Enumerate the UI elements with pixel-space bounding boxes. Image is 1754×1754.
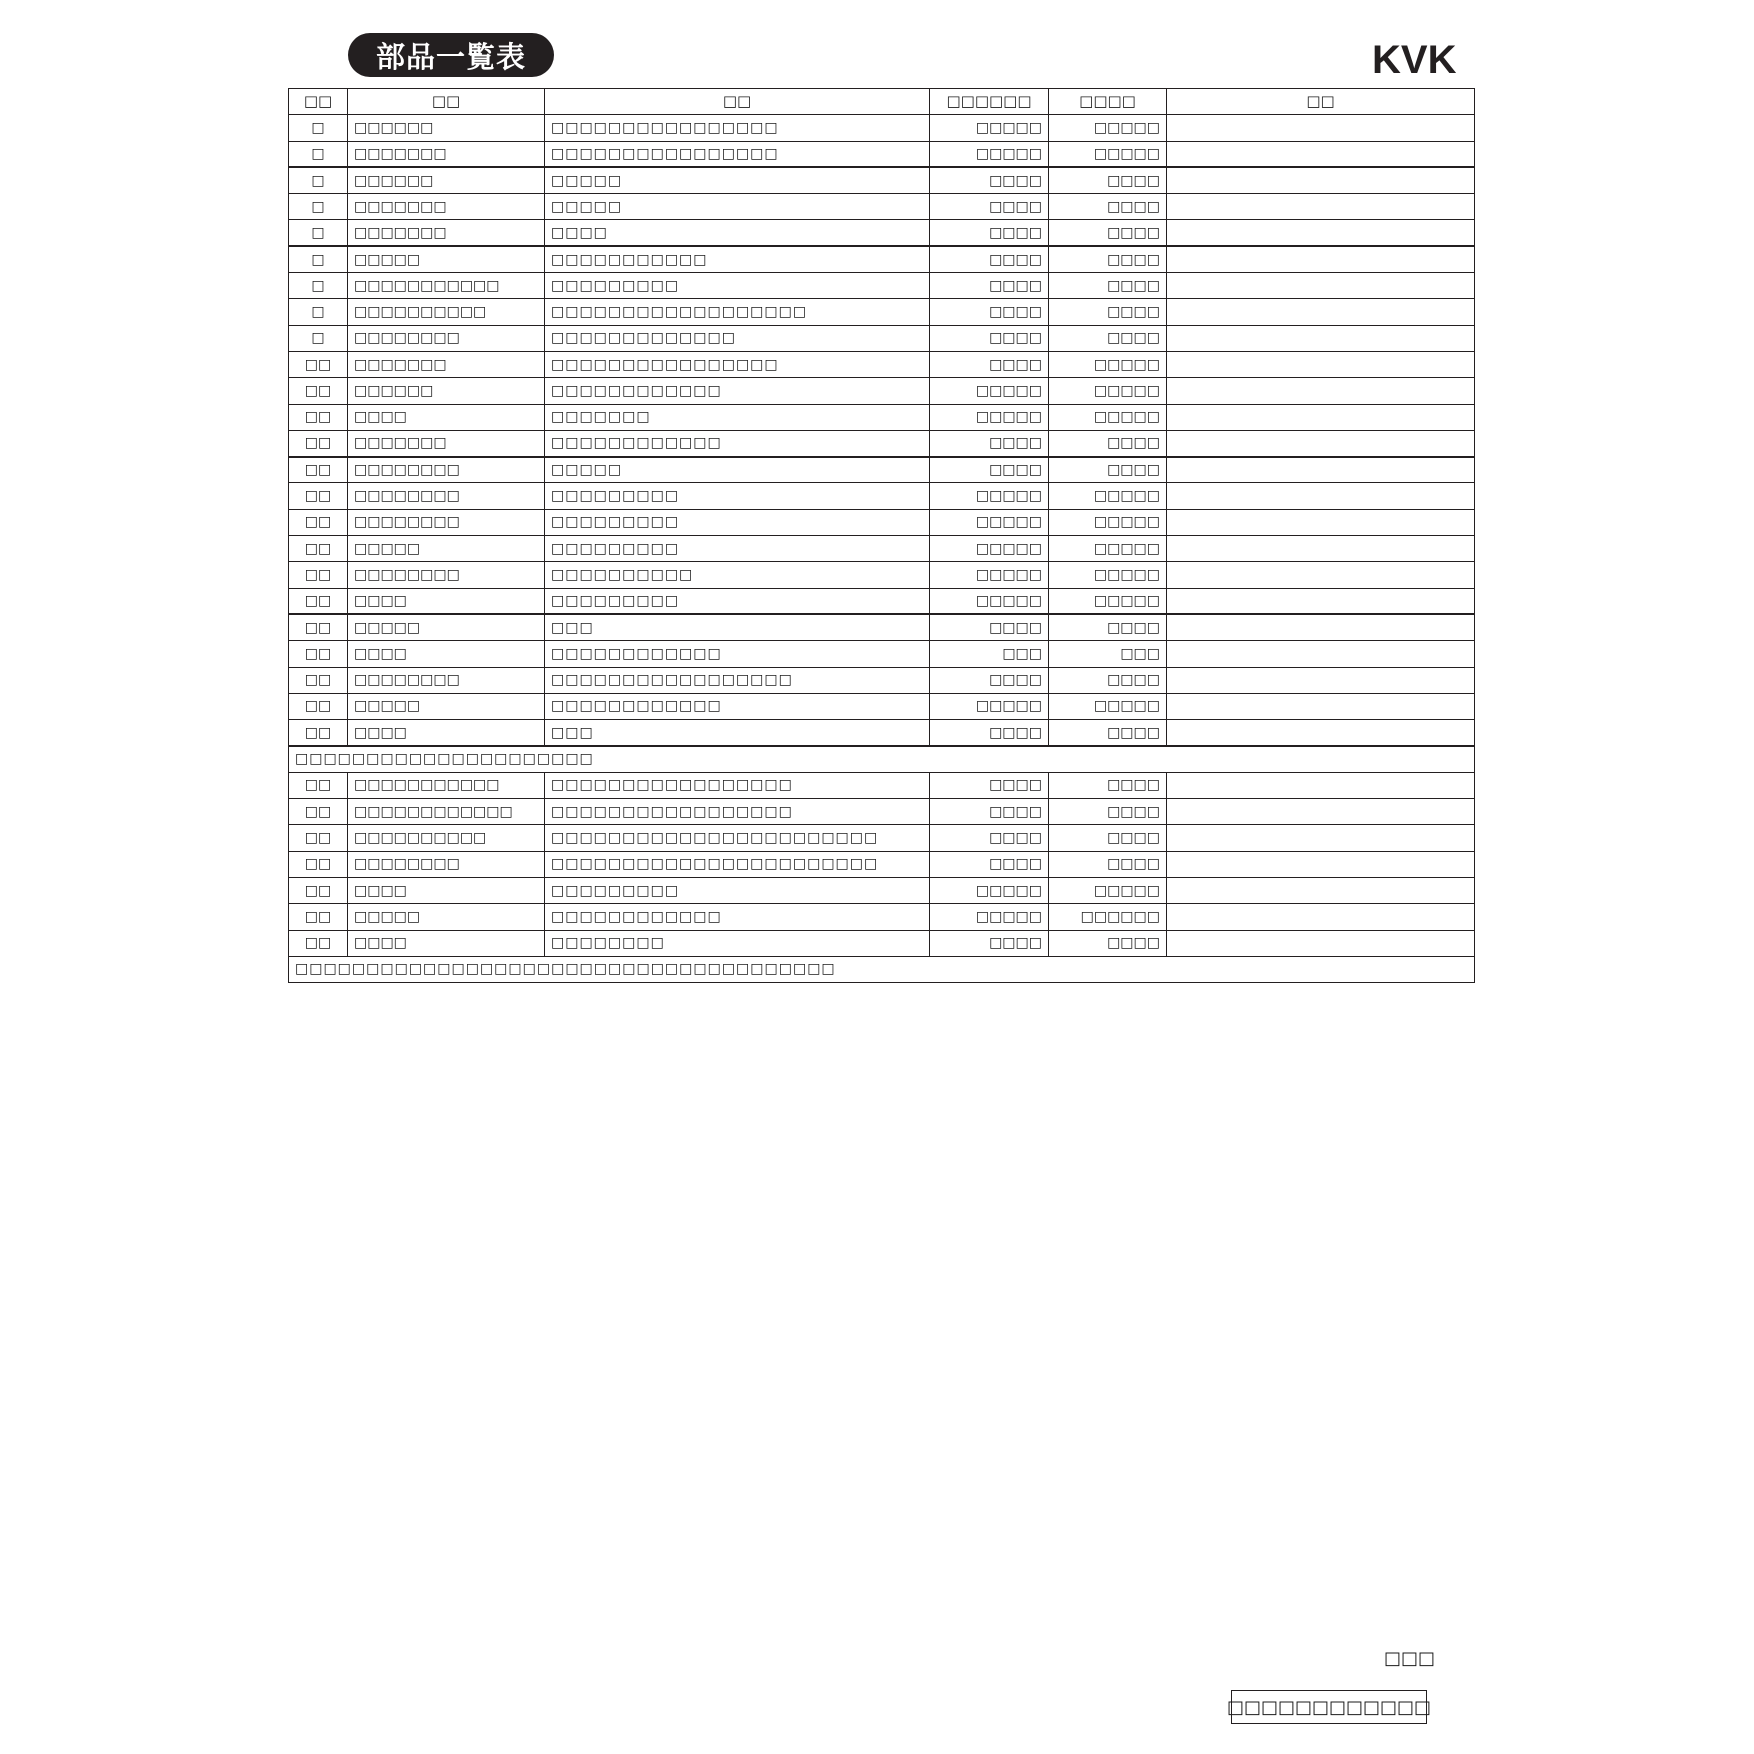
part-note — [1167, 641, 1475, 667]
part-name: □□□□□□□ — [348, 220, 545, 246]
row-number: □□ — [289, 378, 348, 404]
row-number: □□ — [289, 772, 348, 798]
part-price: □□□□ — [1049, 457, 1167, 483]
table-row — [289, 799, 1475, 825]
part-note — [1167, 693, 1475, 719]
part-note — [1167, 246, 1475, 272]
part-spec: □□□□□□□□□ — [545, 588, 930, 614]
part-spec: □□□□□□□□□□□□ — [545, 693, 930, 719]
row-number: □□ — [289, 588, 348, 614]
part-price: □□□ — [1049, 641, 1167, 667]
brand-logo: KVK — [1372, 38, 1457, 82]
row-number: □□ — [289, 641, 348, 667]
parts-table — [288, 88, 1475, 983]
part-code: □□□□ — [930, 299, 1049, 325]
row-number: □□ — [289, 614, 348, 640]
part-price: □□□□ — [1049, 273, 1167, 299]
note-row — [289, 956, 1475, 982]
part-code: □□□□□ — [930, 536, 1049, 562]
part-name: □□□□□□□□ — [348, 457, 545, 483]
part-price: □□□□□ — [1049, 509, 1167, 535]
part-spec: □□□□□□□□□□□□□□□□ — [545, 141, 930, 167]
part-spec: □□□□□□□□□□ — [545, 562, 930, 588]
part-spec: □□□□□□□□□ — [545, 273, 930, 299]
part-note — [1167, 614, 1475, 640]
part-code: □□□□□ — [930, 483, 1049, 509]
document-code: □□□□□□□□□□□□ — [1226, 1696, 1432, 1718]
part-name: □□□□□ — [348, 693, 545, 719]
part-code: □□□□□ — [930, 509, 1049, 535]
part-price: □□□□ — [1049, 930, 1167, 956]
part-price: □□□□□ — [1049, 404, 1167, 430]
part-name: □□□□□□□□□□□ — [348, 772, 545, 798]
part-name: □□□□ — [348, 588, 545, 614]
part-code: □□□□ — [930, 772, 1049, 798]
row-number: □ — [289, 141, 348, 167]
part-spec: □□□□□□□□□□□□□□□□□□ — [545, 299, 930, 325]
part-code: □□□□□ — [930, 141, 1049, 167]
part-price: □□□□ — [1049, 430, 1167, 456]
table-row — [289, 851, 1475, 877]
part-name: □□□□□□□□ — [348, 562, 545, 588]
table-row — [289, 641, 1475, 667]
part-note — [1167, 351, 1475, 377]
part-name: □□□□□□ — [348, 378, 545, 404]
row-number: □□ — [289, 430, 348, 456]
part-spec: □□□□□□□□□ — [545, 536, 930, 562]
header-note: □□ — [1167, 89, 1475, 115]
part-price: □□□□□ — [1049, 877, 1167, 903]
table-row — [289, 194, 1475, 220]
part-price: □□□□ — [1049, 799, 1167, 825]
row-number: □ — [289, 194, 348, 220]
part-code: □□□□ — [930, 246, 1049, 272]
part-name: □□□□□□□□□□□ — [348, 273, 545, 299]
header-code: □□□□□□ — [930, 89, 1049, 115]
part-spec: □□□□□□□□□ — [545, 483, 930, 509]
part-code: □□□□ — [930, 194, 1049, 220]
part-note — [1167, 825, 1475, 851]
row-number: □ — [289, 246, 348, 272]
part-code: □□□ — [930, 641, 1049, 667]
row-number: □□ — [289, 457, 348, 483]
part-note — [1167, 930, 1475, 956]
part-spec: □□□ — [545, 720, 930, 746]
part-note — [1167, 299, 1475, 325]
part-note — [1167, 325, 1475, 351]
part-name: □□□□ — [348, 877, 545, 903]
part-price: □□□□□ — [1049, 115, 1167, 141]
row-number: □ — [289, 299, 348, 325]
part-spec: □□□□□□□□□□□□□□□□□□□□□□□ — [545, 825, 930, 851]
part-code: □□□□ — [930, 825, 1049, 851]
part-price: □□□□ — [1049, 667, 1167, 693]
part-price: □□□□□ — [1049, 483, 1167, 509]
row-number: □□ — [289, 799, 348, 825]
table-row — [289, 378, 1475, 404]
table-row — [289, 667, 1475, 693]
part-code: □□□□ — [930, 430, 1049, 456]
part-name: □□□□□ — [348, 904, 545, 930]
part-note — [1167, 378, 1475, 404]
table-row — [289, 509, 1475, 535]
table-row — [289, 720, 1475, 746]
part-spec: □□□□□□□□□□□ — [545, 246, 930, 272]
part-price: □□□□□ — [1049, 588, 1167, 614]
row-number: □□ — [289, 877, 348, 903]
header-name: □□ — [348, 89, 545, 115]
part-code: □□□□□ — [930, 588, 1049, 614]
part-name: □□□□□□ — [348, 115, 545, 141]
part-price: □□□□□ — [1049, 378, 1167, 404]
part-spec: □□□□□□□□□□□□□□□□□ — [545, 772, 930, 798]
part-name: □□□□□□ — [348, 167, 545, 193]
part-spec: □□□ — [545, 614, 930, 640]
part-name: □□□□□□□□□□ — [348, 299, 545, 325]
row-number: □ — [289, 273, 348, 299]
part-note — [1167, 509, 1475, 535]
part-note — [1167, 220, 1475, 246]
table-row — [289, 141, 1475, 167]
part-note — [1167, 273, 1475, 299]
part-spec: □□□□□□□□□□□□□□□□□□□□□□□ — [545, 851, 930, 877]
part-spec: □□□□□□□□□□□□ — [545, 378, 930, 404]
row-number: □□ — [289, 851, 348, 877]
part-price: □□□□ — [1049, 614, 1167, 640]
document-code-box — [1226, 1690, 1432, 1724]
part-spec: □□□□□□□□□□□□ — [545, 641, 930, 667]
part-note — [1167, 115, 1475, 141]
row-number: □ — [289, 115, 348, 141]
part-code: □□□□□ — [930, 562, 1049, 588]
table-row — [289, 562, 1475, 588]
part-name: □□□□ — [348, 930, 545, 956]
part-note — [1167, 194, 1475, 220]
part-name: □□□□□□□ — [348, 351, 545, 377]
part-name: □□□□□□□ — [348, 430, 545, 456]
part-name: □□□□□□□□□□□□ — [348, 799, 545, 825]
table-row — [289, 483, 1475, 509]
part-price: □□□□□ — [1049, 693, 1167, 719]
part-spec: □□□□□□□□□□□□ — [545, 430, 930, 456]
part-price: □□□□ — [1049, 167, 1167, 193]
part-note — [1167, 799, 1475, 825]
part-note — [1167, 877, 1475, 903]
part-spec: □□□□□ — [545, 457, 930, 483]
table-row — [289, 877, 1475, 903]
table-row — [289, 930, 1475, 956]
part-code: □□□□□ — [930, 877, 1049, 903]
table-row — [289, 220, 1475, 246]
part-note — [1167, 457, 1475, 483]
table-note-1: □□□□□□□□□□□□□□□□□□□□□ — [289, 746, 1475, 772]
part-code: □□□□ — [930, 220, 1049, 246]
part-spec: □□□□□□□ — [545, 404, 930, 430]
part-code: □□□□ — [930, 457, 1049, 483]
part-code: □□□□ — [930, 351, 1049, 377]
part-price: □□□□□ — [1049, 141, 1167, 167]
part-code: □□□□ — [930, 851, 1049, 877]
table-row — [289, 299, 1475, 325]
part-code: □□□□□ — [930, 404, 1049, 430]
part-code: □□□□□ — [930, 693, 1049, 719]
part-code: □□□□ — [930, 325, 1049, 351]
part-code: □□□□ — [930, 167, 1049, 193]
part-name: □□□□□ — [348, 536, 545, 562]
part-note — [1167, 851, 1475, 877]
row-number: □□ — [289, 509, 348, 535]
part-code: □□□□ — [930, 720, 1049, 746]
part-name: □□□□□□□ — [348, 194, 545, 220]
table-row — [289, 325, 1475, 351]
part-spec: □□□□□□□□□□□□□□□□ — [545, 115, 930, 141]
part-spec: □□□□□□□□□□□□□ — [545, 325, 930, 351]
part-note — [1167, 720, 1475, 746]
part-code: □□□□□ — [930, 904, 1049, 930]
table-row — [289, 693, 1475, 719]
note-row — [289, 746, 1475, 772]
part-spec: □□□□□□□□□ — [545, 509, 930, 535]
table-row — [289, 904, 1475, 930]
part-spec: □□□□□□□□□ — [545, 877, 930, 903]
part-name: □□□□□ — [348, 614, 545, 640]
table-row — [289, 588, 1475, 614]
row-number: □□ — [289, 930, 348, 956]
header-spec: □□ — [545, 89, 930, 115]
part-spec: □□□□□□□□□□□□□□□□□ — [545, 799, 930, 825]
row-number: □□ — [289, 693, 348, 719]
table-row — [289, 115, 1475, 141]
part-price: □□□□ — [1049, 825, 1167, 851]
part-price: □□□□ — [1049, 325, 1167, 351]
part-name: □□□□ — [348, 641, 545, 667]
part-price: □□□□□ — [1049, 562, 1167, 588]
table-row — [289, 536, 1475, 562]
part-note — [1167, 167, 1475, 193]
part-name: □□□□□ — [348, 246, 545, 272]
part-spec: □□□□□□□□□□□□ — [545, 904, 930, 930]
table-header-row — [289, 89, 1475, 115]
page-title: 部品一覧表 — [348, 33, 554, 77]
part-name: □□□□ — [348, 404, 545, 430]
row-number: □ — [289, 325, 348, 351]
part-note — [1167, 141, 1475, 167]
part-note — [1167, 536, 1475, 562]
part-price: □□□□ — [1049, 720, 1167, 746]
part-note — [1167, 483, 1475, 509]
part-price: □□□□ — [1049, 299, 1167, 325]
table-row — [289, 351, 1475, 377]
part-name: □□□□□□□□ — [348, 509, 545, 535]
table-row — [289, 430, 1475, 456]
part-code: □□□□□ — [930, 378, 1049, 404]
part-spec: □□□□□ — [545, 194, 930, 220]
row-number: □□ — [289, 483, 348, 509]
table-note-2: □□□□□□□□□□□□□□□□□□□□□□□□□□□□□□□□□□□□□□ — [289, 956, 1475, 982]
part-price: □□□□ — [1049, 772, 1167, 798]
row-number: □□ — [289, 720, 348, 746]
page-number: □□□ — [1384, 1648, 1436, 1669]
table-row — [289, 457, 1475, 483]
part-note — [1167, 904, 1475, 930]
part-name: □□□□□□□□□□ — [348, 825, 545, 851]
part-note — [1167, 430, 1475, 456]
table-row — [289, 614, 1475, 640]
part-code: □□□□ — [930, 799, 1049, 825]
part-code: □□□□ — [930, 614, 1049, 640]
header-price: □□□□ — [1049, 89, 1167, 115]
part-note — [1167, 404, 1475, 430]
row-number: □□ — [289, 562, 348, 588]
row-number: □ — [289, 220, 348, 246]
part-spec: □□□□ — [545, 220, 930, 246]
part-name: □□□□□□□□ — [348, 483, 545, 509]
part-name: □□□□□□□ — [348, 141, 545, 167]
part-note — [1167, 667, 1475, 693]
table-row — [289, 273, 1475, 299]
header-no: □□ — [289, 89, 348, 115]
part-price: □□□□□□ — [1049, 904, 1167, 930]
part-price: □□□□□ — [1049, 536, 1167, 562]
row-number: □ — [289, 167, 348, 193]
part-note — [1167, 562, 1475, 588]
part-note — [1167, 772, 1475, 798]
part-code: □□□□ — [930, 930, 1049, 956]
part-price: □□□□□ — [1049, 351, 1167, 377]
table-row — [289, 825, 1475, 851]
table-row — [289, 772, 1475, 798]
part-spec: □□□□□□□□□□□□□□□□ — [545, 351, 930, 377]
part-spec: □□□□□ — [545, 167, 930, 193]
part-code: □□□□ — [930, 667, 1049, 693]
row-number: □□ — [289, 536, 348, 562]
part-name: □□□□□□□□ — [348, 325, 545, 351]
row-number: □□ — [289, 904, 348, 930]
part-code: □□□□□ — [930, 115, 1049, 141]
part-name: □□□□□□□□ — [348, 667, 545, 693]
part-spec: □□□□□□□□□□□□□□□□□ — [545, 667, 930, 693]
table-row — [289, 167, 1475, 193]
part-code: □□□□ — [930, 273, 1049, 299]
row-number: □□ — [289, 351, 348, 377]
part-spec: □□□□□□□□ — [545, 930, 930, 956]
table-row — [289, 246, 1475, 272]
row-number: □□ — [289, 667, 348, 693]
part-price: □□□□ — [1049, 194, 1167, 220]
part-note — [1167, 588, 1475, 614]
part-price: □□□□ — [1049, 220, 1167, 246]
part-name: □□□□□□□□ — [348, 851, 545, 877]
row-number: □□ — [289, 825, 348, 851]
row-number: □□ — [289, 404, 348, 430]
part-price: □□□□ — [1049, 246, 1167, 272]
part-price: □□□□ — [1049, 851, 1167, 877]
part-name: □□□□ — [348, 720, 545, 746]
table-row — [289, 404, 1475, 430]
